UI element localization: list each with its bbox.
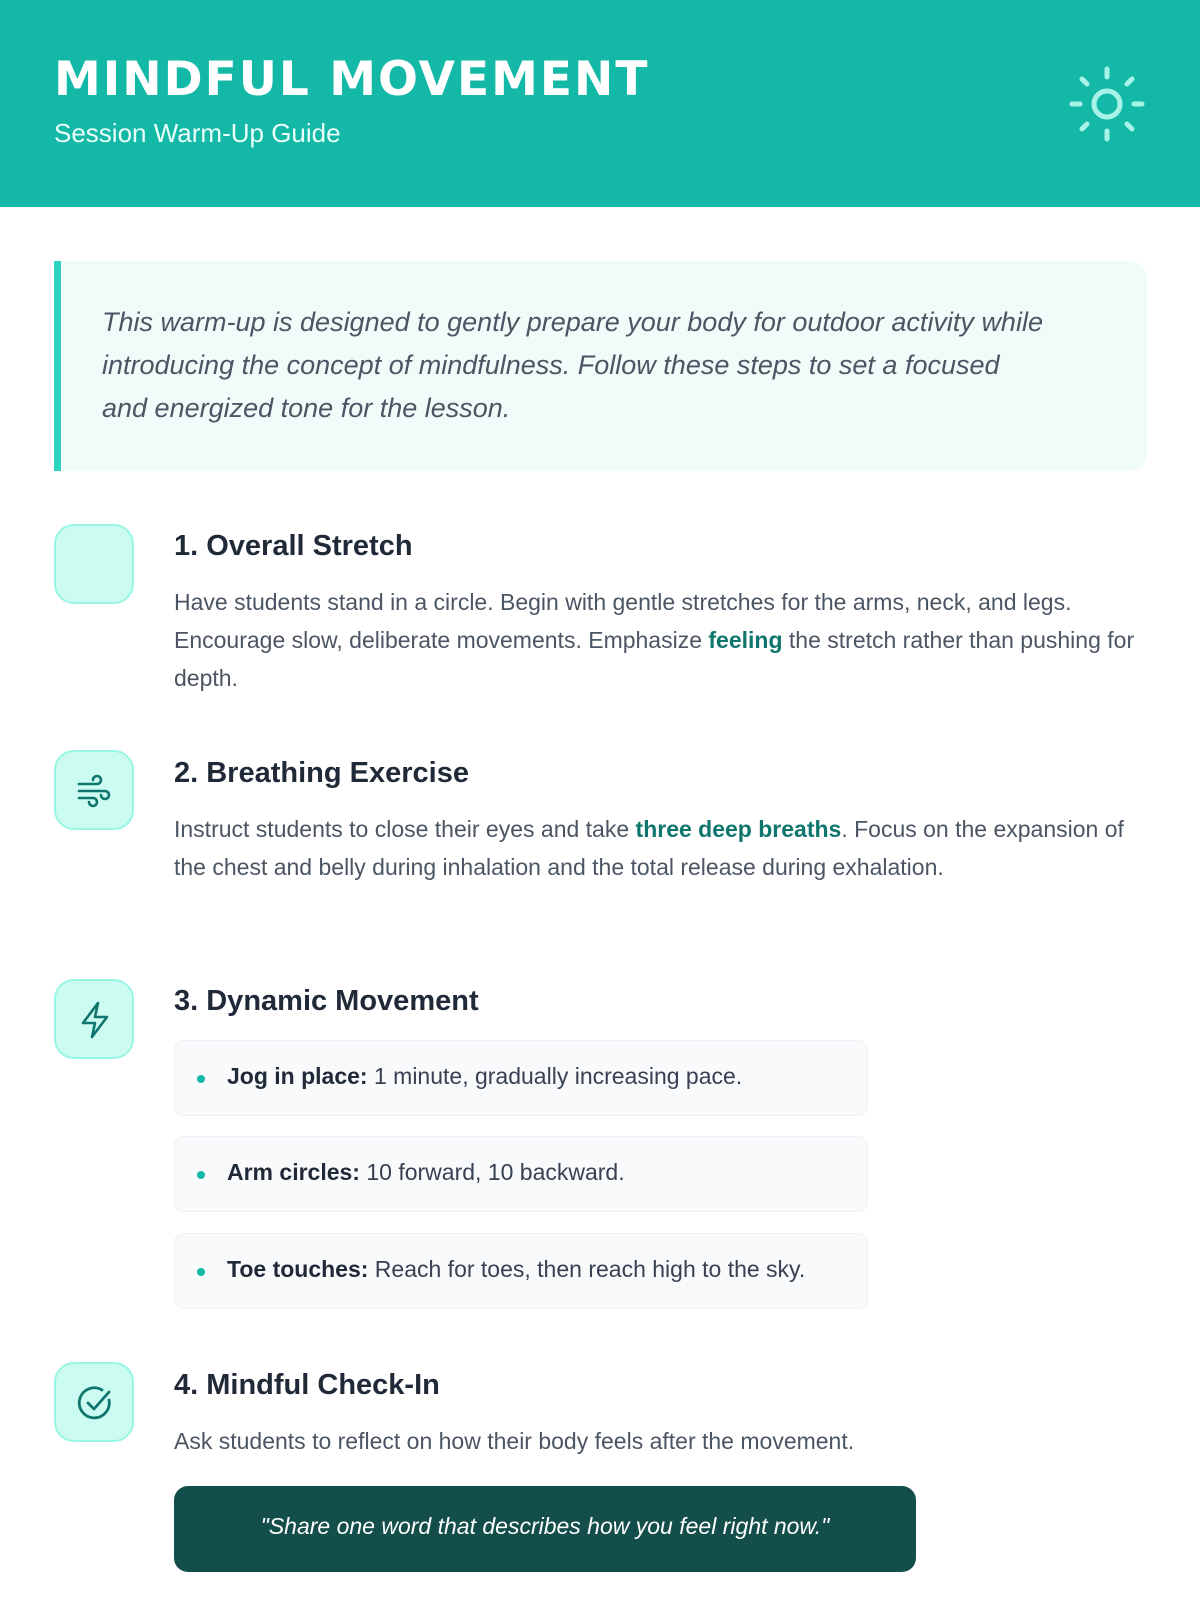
- step-3-title: 3. Dynamic Movement: [174, 985, 479, 1017]
- step-1-highlight: feeling: [708, 627, 783, 653]
- bullet-dot: [197, 1075, 205, 1083]
- list-item-label: Jog in place:: [227, 1063, 368, 1089]
- page-subtitle: Session Warm-Up Guide: [54, 118, 341, 148]
- step-2-highlight: three deep breaths: [635, 816, 842, 842]
- sun-icon: [1068, 65, 1146, 143]
- wind-icon: [54, 750, 134, 830]
- page-title: MINDFUL MOVEMENT: [54, 52, 650, 107]
- intro-text: This warm-up is designed to gently prepare your body for outdoor activity while introducing the concept of mindfulness. Follow these steps to set a focused and energized tone for the lesson.: [102, 307, 1043, 423]
- bullet-dot: [197, 1171, 205, 1179]
- list-item-label: Toe touches:: [227, 1256, 369, 1282]
- blank-icon: [54, 524, 134, 604]
- header-banner: [0, 0, 1200, 207]
- step-4-text: Ask students to reflect on how their body feels after the movement.: [174, 1428, 855, 1454]
- bullet-dot: [197, 1268, 205, 1276]
- list-item-text: 1 minute, gradually increasing pace.: [367, 1063, 743, 1089]
- step-2-text: Instruct students to close their eyes and take three deep breaths. Focus on the expansion of the chest and belly during inhalation and the total release during exhalation.: [174, 816, 1124, 880]
- intro-callout: [54, 261, 1147, 471]
- lightning-icon: [54, 979, 134, 1059]
- check-circle-icon: [54, 1362, 134, 1442]
- quote-box: [174, 1486, 916, 1572]
- quote-text: "Share one word that describes how you feel right now.": [260, 1513, 830, 1539]
- step-2-title: 2. Breathing Exercise: [174, 757, 469, 789]
- list-item: [174, 1233, 868, 1309]
- list-item-text: 10 forward, 10 backward.: [359, 1159, 625, 1185]
- list-item: [174, 1040, 868, 1116]
- step-1-title: 1. Overall Stretch: [174, 530, 413, 562]
- step-1-text: Have students stand in a circle. Begin with gentle stretches for the arms, neck, and legs. Encourage slow, deliberate movements. Emphasize feeling the stretch rather than pushing for depth.: [174, 589, 1135, 691]
- list-item-text: Reach for toes, then reach high to the sky.: [368, 1256, 806, 1282]
- list-item: [174, 1136, 868, 1212]
- step-4-title: 4. Mindful Check-In: [174, 1369, 440, 1401]
- list-item-label: Arm circles:: [227, 1159, 360, 1185]
